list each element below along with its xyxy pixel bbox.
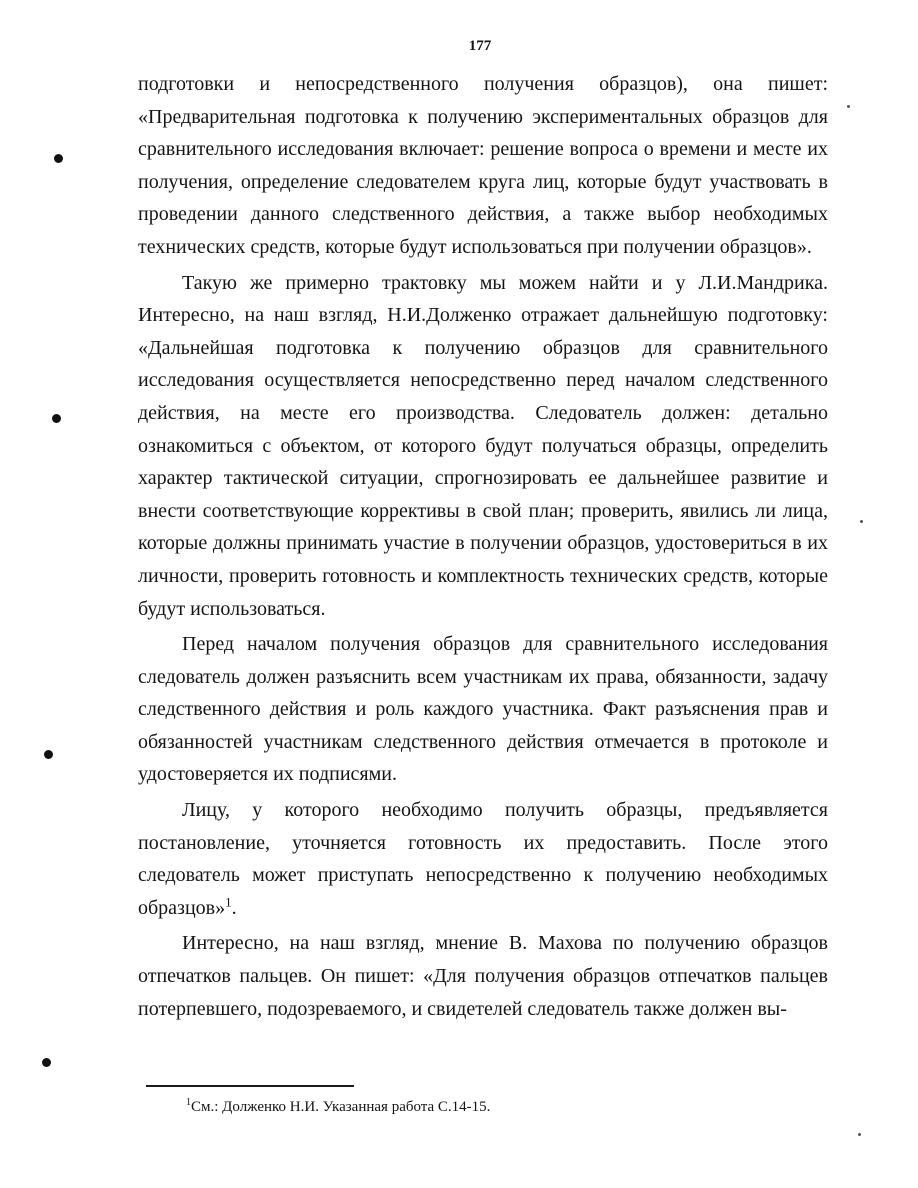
paragraph-5: Интересно, на наш взгляд, мнение В. Махова по получению образцов отпечатков пальцев. Он пишет: «Для получения образцов отпечатков пальцев потерпевшего, подозреваемого, и свидетелей следователь также должен вы- <box>138 932 828 1020</box>
main-text <box>138 68 828 1025</box>
binding-hole-mark <box>42 1058 51 1067</box>
paragraph-1: подготовки и непосредственного получения образцов), она пишет: «Предварительная подготовка к получению экспериментальных образцов для сравнительного исследования включает: решение вопроса о времени и месте их получения, определение следователем круга лиц, которые будут участвовать в проведении данного следственного действия, а также выбор необходимых технических средств, которые будут использоваться при получении образцов». <box>138 73 828 258</box>
page-number: 177 <box>468 38 492 54</box>
footnote-marker: 1 <box>186 1097 191 1108</box>
binding-hole-mark <box>52 414 61 423</box>
scan-speck <box>847 105 850 108</box>
paragraph-4-text: Лицу, у которого необходимо получить образцы, предъявляется постановление, уточняется готовность их предоставить. После этого следователь может приступать непосредственно к получению необходимых образцов» <box>138 799 828 919</box>
scan-speck <box>860 520 863 523</box>
paragraph-4 <box>138 794 828 924</box>
binding-hole-mark <box>54 154 63 163</box>
paragraph-2: Такую же примерно трактовку мы можем найти и у Л.И.Мандрика. Интересно, на наш взгляд, Н.И.Долженко отражает дальнейшую подготовку: «Дальнейшая подготовка к получению образцов для сравнительного исследования осуществляется непосредственно перед началом следственного действия, на месте его производства. Следователь должен: детально ознакомиться с объектом, от которого будут получаться образцы, определить характер тактической ситуации, спрогнозировать ее дальнейшее развитие и внести соответствующие коррективы в свой план; проверить, явились ли лица, которые должны принимать участие в получении образцов, удостовериться в их личности, проверить готовность и комплектность технических средств, которые будут использоваться. <box>138 271 828 620</box>
footnote-reference[interactable]: 1 <box>225 894 232 910</box>
paragraph-4-period: . <box>231 896 237 919</box>
footnote-separator <box>146 1085 354 1087</box>
binding-hole-mark <box>44 750 53 759</box>
paragraph-3: Перед началом получения образцов для сравнительного исследования следователь должен разъяснить всем участникам их права, обязанности, задачу следственного действия и роль каждого участника. Факт разъяснения прав и обязанностей участникам следственного действия отмечается в протоколе и удостоверяется их подписями. <box>138 633 828 786</box>
footnote-text: См.: Долженко Н.И. Указанная работа С.14-15. <box>191 1099 491 1115</box>
footnote <box>186 1097 490 1117</box>
scan-speck <box>858 1133 861 1136</box>
